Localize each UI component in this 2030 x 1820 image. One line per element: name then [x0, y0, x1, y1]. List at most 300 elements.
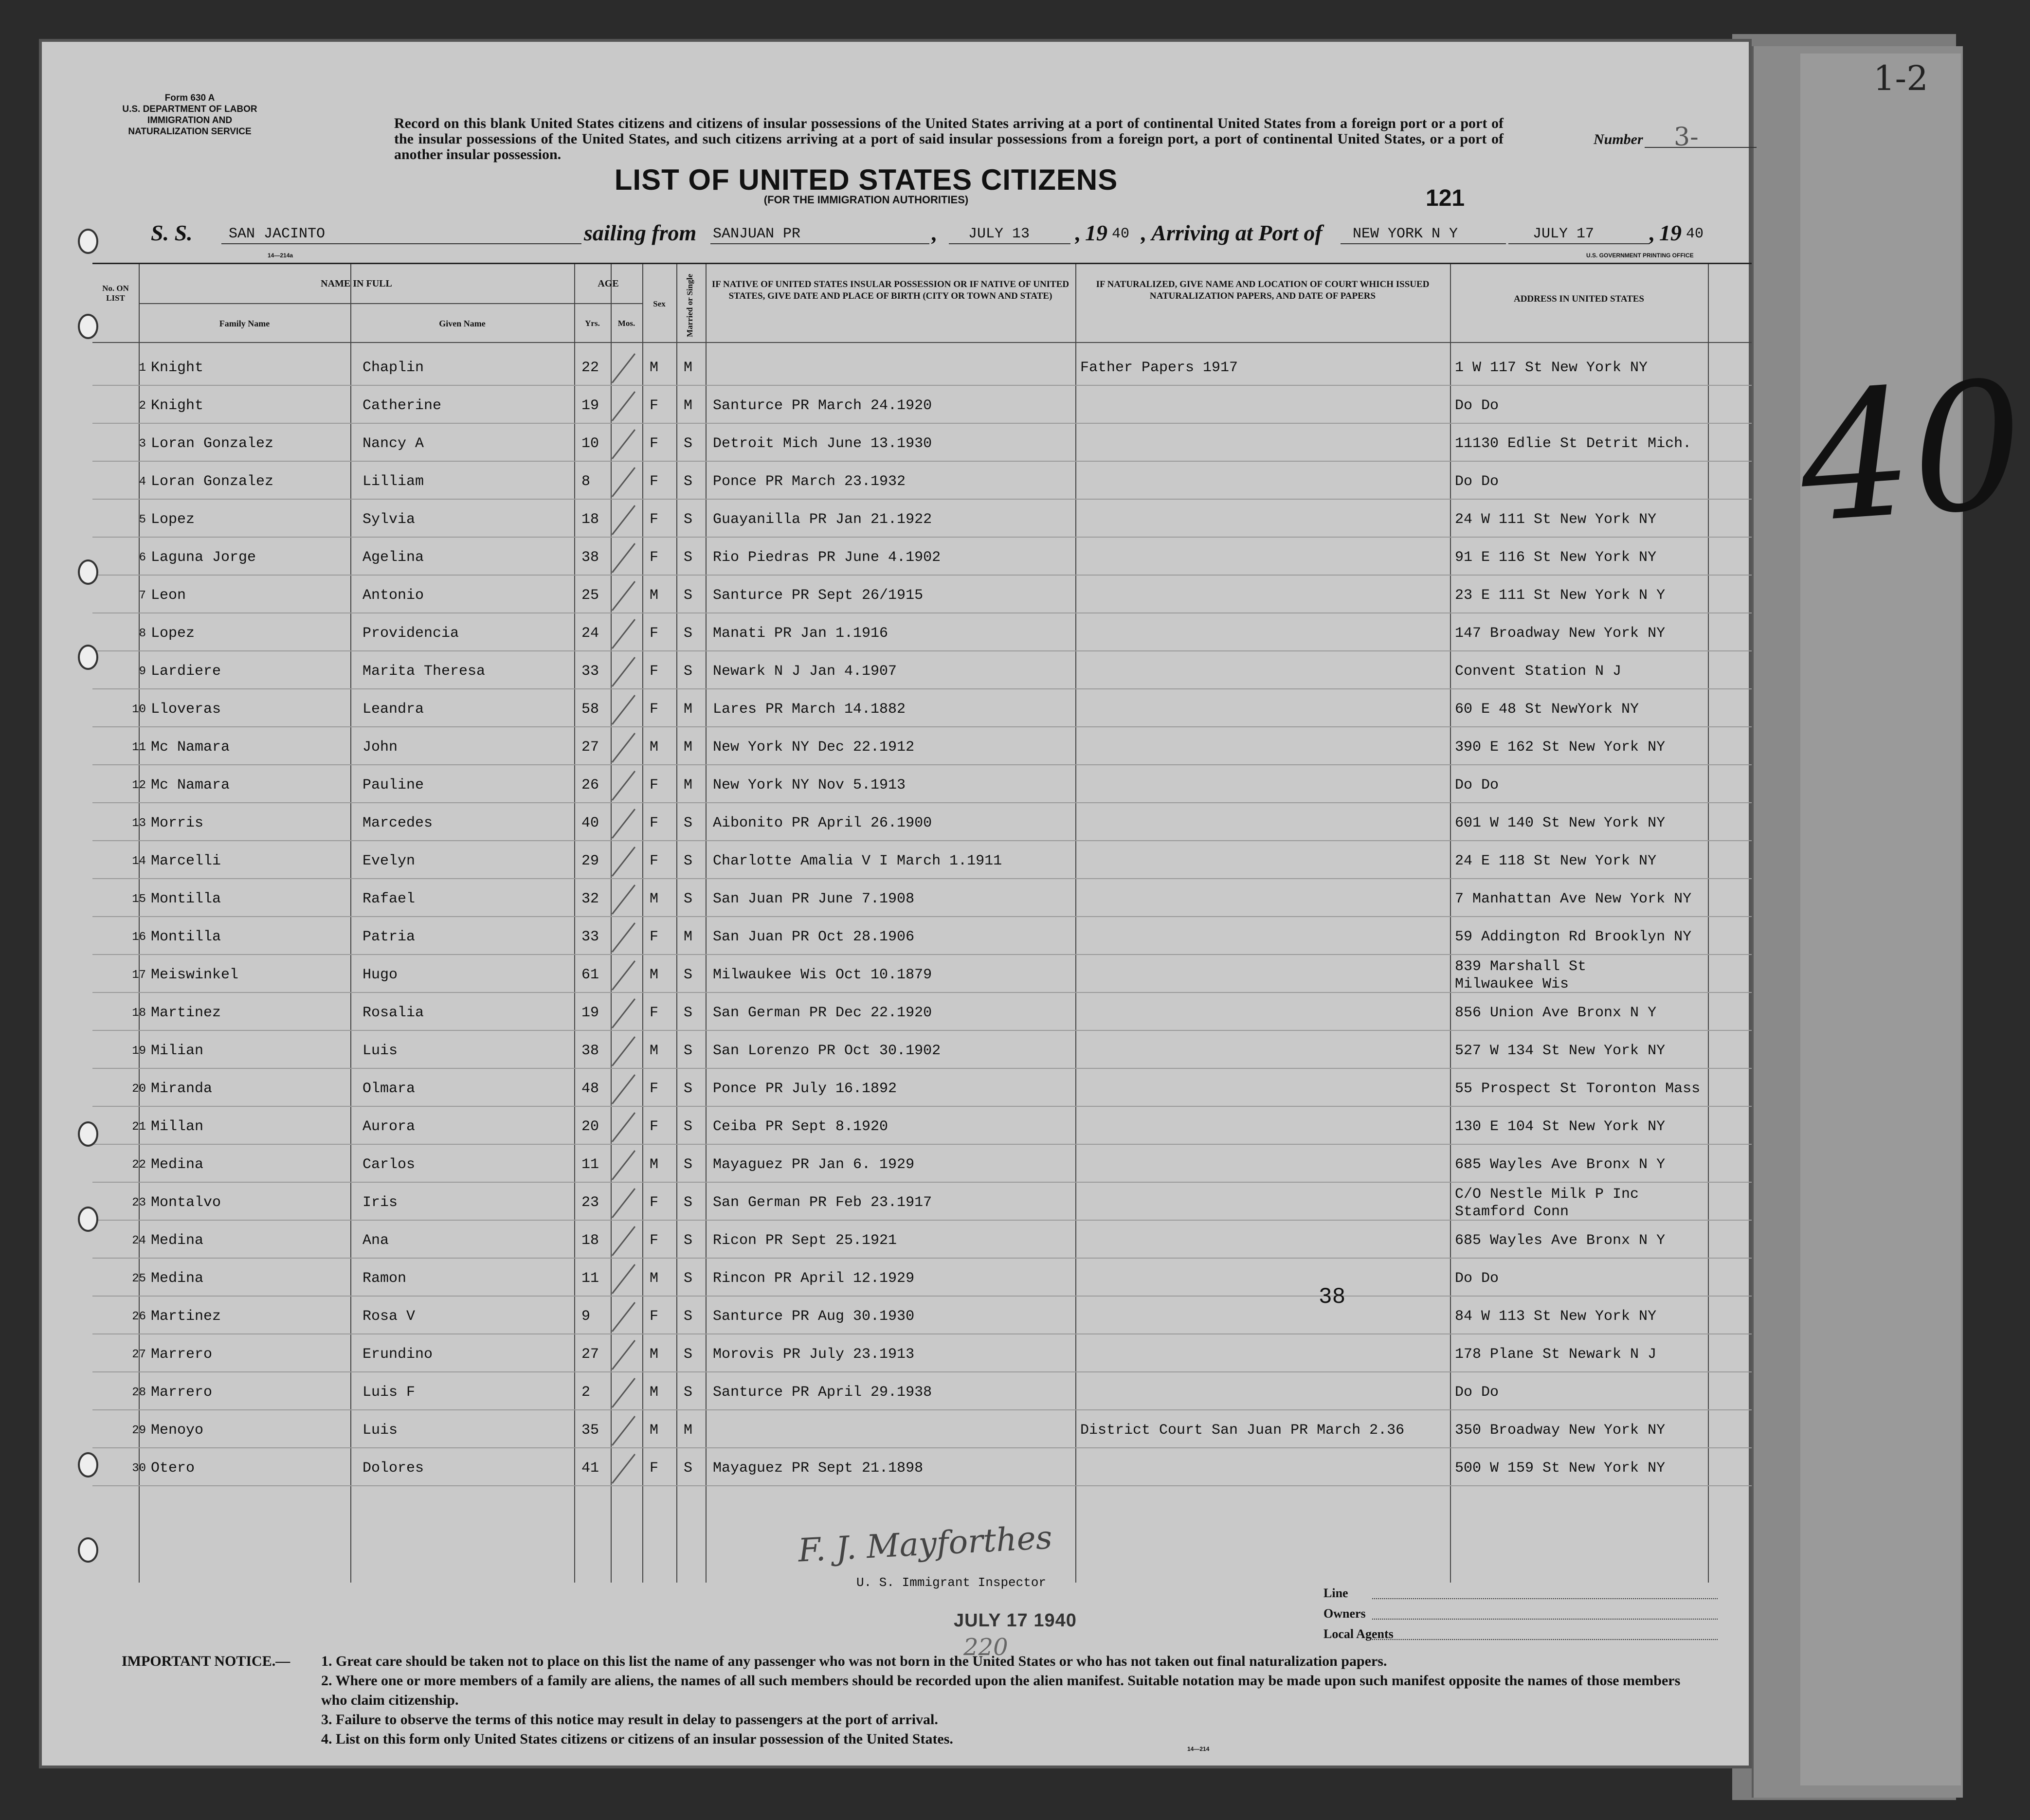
- birth-place-date: Milwaukee Wis Oct 10.1879: [713, 967, 932, 983]
- given-name: Rafael: [362, 891, 416, 907]
- given-name: Hugo: [362, 967, 398, 983]
- age-years: 19: [581, 1005, 599, 1021]
- age-years: 38: [581, 1043, 599, 1059]
- given-name: Luis: [362, 1422, 398, 1439]
- age-years: 22: [581, 360, 599, 376]
- row-number: 7: [139, 589, 146, 602]
- given-name: Ramon: [362, 1270, 407, 1287]
- given-name: Pauline: [362, 777, 424, 793]
- marital-status: S: [684, 1460, 693, 1477]
- family-name: Medina: [151, 1232, 204, 1249]
- birth-place-date: Santurce PR April 29.1938: [713, 1384, 932, 1401]
- marital-status: M: [684, 777, 693, 793]
- birth-place-date: San Lorenzo PR Oct 30.1902: [713, 1043, 941, 1059]
- family-name: Miranda: [151, 1081, 213, 1097]
- check-mark: [612, 922, 635, 953]
- birth-place-date: Morovis PR July 23.1913: [713, 1346, 915, 1363]
- birth-place-date: New York NY Dec 22.1912: [713, 739, 915, 756]
- table-row: [92, 575, 1752, 613]
- sailing-from-label: sailing from: [584, 220, 697, 245]
- us-address: C/O Nestle Milk P Inc Stamford Conn: [1455, 1186, 1639, 1220]
- age-years: 33: [581, 663, 599, 680]
- marital-status: S: [684, 815, 693, 831]
- row-number: 19: [132, 1045, 146, 1058]
- family-name: Lloveras: [151, 701, 221, 718]
- family-name: Knight: [151, 397, 204, 414]
- check-mark: [612, 353, 635, 383]
- us-address: 1 W 117 St New York NY: [1455, 360, 1648, 376]
- table-row: [92, 1220, 1752, 1259]
- row-number: 22: [132, 1158, 146, 1171]
- given-name: Iris: [362, 1194, 398, 1211]
- age-years: 10: [581, 435, 599, 452]
- check-mark: [612, 960, 635, 991]
- age-years: 11: [581, 1156, 599, 1173]
- check-mark: [612, 429, 635, 459]
- table-row: [92, 1182, 1752, 1221]
- header-naturalized: IF NATURALIZED, GIVE NAME AND LOCATION OF COURT WHICH ISSUED NATURALIZATION PAPERS, AND DATE OF PAPERS: [1096, 279, 1430, 301]
- sex: F: [650, 777, 659, 793]
- marital-status: S: [684, 1308, 693, 1325]
- check-mark: [612, 847, 635, 877]
- family-name: Marrero: [151, 1384, 213, 1401]
- us-address: 23 E 111 St New York N Y: [1455, 587, 1666, 604]
- us-address: 601 W 140 St New York NY: [1455, 815, 1666, 831]
- check-mark: [612, 581, 635, 611]
- check-mark: [612, 1264, 635, 1294]
- binder-hole: [78, 559, 98, 585]
- header-sex: Sex: [653, 299, 666, 308]
- birth-place-date: San German PR Dec 22.1920: [713, 1005, 932, 1021]
- sex: F: [650, 435, 659, 452]
- notice-4: 4. List on this form only United States citizens or citizens of an insular possession of the United States.: [321, 1731, 953, 1747]
- check-mark: [612, 1416, 635, 1446]
- family-name: Milian: [151, 1043, 204, 1059]
- owners-label: Owners: [1323, 1606, 1366, 1621]
- row-number: 25: [132, 1272, 146, 1285]
- family-name: Laguna Jorge: [151, 549, 256, 566]
- age-years: 35: [581, 1422, 599, 1439]
- binder-hole: [78, 1207, 98, 1232]
- birth-place-date: Lares PR March 14.1882: [713, 701, 906, 718]
- marital-status: S: [684, 1270, 693, 1287]
- check-mark: [612, 1074, 635, 1104]
- birth-place-date: Guayanilla PR Jan 21.1922: [713, 511, 932, 528]
- given-name: Carlos: [362, 1156, 416, 1173]
- table-row: [92, 613, 1752, 651]
- given-name: Ana: [362, 1232, 389, 1249]
- marital-status: S: [684, 511, 693, 528]
- us-address: 84 W 113 St New York NY: [1455, 1308, 1657, 1325]
- marital-status: S: [684, 587, 693, 604]
- family-name: Otero: [151, 1460, 195, 1477]
- marital-status: S: [684, 1346, 693, 1363]
- check-mark: [612, 1188, 635, 1218]
- table-row: [92, 461, 1752, 500]
- row-number: 6: [139, 551, 146, 564]
- check-mark: [612, 1226, 635, 1256]
- table-row: [92, 688, 1752, 727]
- family-name: Marcelli: [151, 853, 221, 869]
- sex: M: [650, 1156, 659, 1173]
- header-no: No. ON LIST: [102, 284, 129, 303]
- table-row: [92, 802, 1752, 841]
- sex: F: [650, 511, 659, 528]
- binder-hole: [78, 314, 98, 339]
- family-name: Montilla: [151, 891, 221, 907]
- family-name: Medina: [151, 1270, 204, 1287]
- us-address: Do Do: [1455, 777, 1499, 793]
- family-name: Martinez: [151, 1005, 221, 1021]
- age-years: 32: [581, 891, 599, 907]
- row-number: 3: [139, 437, 146, 450]
- us-address: 91 E 116 St New York NY: [1455, 549, 1657, 566]
- check-mark: [612, 1454, 635, 1484]
- sex: F: [650, 815, 659, 831]
- age-years: 26: [581, 777, 599, 793]
- check-mark: [612, 467, 635, 497]
- family-name: Montalvo: [151, 1194, 221, 1211]
- sex: F: [650, 1118, 659, 1135]
- table-row: [92, 537, 1752, 576]
- given-name: Olmara: [362, 1081, 416, 1097]
- row-number: 26: [132, 1310, 146, 1323]
- birth-place-date: Rio Piedras PR June 4.1902: [713, 549, 941, 566]
- us-address: 390 E 162 St New York NY: [1455, 739, 1666, 756]
- sex: F: [650, 549, 659, 566]
- table-row: [92, 1409, 1752, 1448]
- check-mark: [612, 505, 635, 535]
- sex: M: [650, 739, 659, 756]
- arrival-port: NEW YORK N Y: [1353, 226, 1458, 242]
- margin-note: 38: [1319, 1284, 1346, 1310]
- birth-place-date: Newark N J Jan 4.1907: [713, 663, 897, 680]
- given-name: Nancy A: [362, 435, 424, 452]
- us-address: Convent Station N J: [1455, 663, 1622, 680]
- us-address: 24 E 118 St New York NY: [1455, 853, 1657, 869]
- marital-status: S: [684, 1232, 693, 1249]
- us-address: 59 Addington Rd Brooklyn NY: [1455, 929, 1692, 945]
- birth-place-date: Manati PR Jan 1.1916: [713, 625, 888, 642]
- check-mark: [612, 809, 635, 839]
- given-name: Catherine: [362, 397, 442, 414]
- given-name: Dolores: [362, 1460, 424, 1477]
- check-mark: [612, 1340, 635, 1370]
- given-name: Patria: [362, 929, 416, 945]
- row-number: 28: [132, 1386, 146, 1399]
- birth-place-date: Mayaguez PR Sept 21.1898: [713, 1460, 924, 1477]
- age-years: 24: [581, 625, 599, 642]
- sex: M: [650, 891, 659, 907]
- table-row: [92, 347, 1752, 386]
- year-prefix: 19: [1659, 220, 1682, 245]
- check-mark: [612, 998, 635, 1028]
- age-years: 19: [581, 397, 599, 414]
- header-married: Married or Single: [685, 274, 694, 337]
- table-row: [92, 1068, 1752, 1107]
- us-address: 24 W 111 St New York NY: [1455, 511, 1657, 528]
- given-name: Providencia: [362, 625, 459, 642]
- us-address: 7 Manhattan Ave New York NY: [1455, 891, 1692, 907]
- given-name: Luis F: [362, 1384, 416, 1401]
- header-age: AGE: [598, 278, 619, 289]
- given-name: Rosa V: [362, 1308, 416, 1325]
- service-line1: IMMIGRATION AND: [147, 115, 233, 126]
- number-value: 3-: [1674, 123, 1699, 152]
- age-years: 23: [581, 1194, 599, 1211]
- number-label: Number: [1594, 131, 1643, 147]
- binder-hole: [78, 1121, 98, 1147]
- age-years: 11: [581, 1270, 599, 1287]
- table-row: [92, 840, 1752, 879]
- marital-status: S: [684, 891, 693, 907]
- row-number: 1: [139, 361, 146, 375]
- row-number: 21: [132, 1120, 146, 1134]
- table-row: [92, 1333, 1752, 1372]
- age-years: 29: [581, 853, 599, 869]
- age-years: 38: [581, 549, 599, 566]
- us-address: Do Do: [1455, 473, 1499, 490]
- given-name: Leandra: [362, 701, 424, 718]
- inspector-signature: F. J. Mayforthes: [797, 1518, 1053, 1569]
- birth-place-date: Mayaguez PR Jan 6. 1929: [713, 1156, 915, 1173]
- depart-year: 40: [1112, 226, 1130, 242]
- marital-status: S: [684, 1156, 693, 1173]
- age-years: 61: [581, 967, 599, 983]
- given-name: Marita Theresa: [362, 663, 486, 680]
- sex: F: [650, 853, 659, 869]
- sex: F: [650, 1194, 659, 1211]
- check-mark: [612, 619, 635, 649]
- marital-status: S: [684, 1043, 693, 1059]
- family-name: Lopez: [151, 511, 195, 528]
- marital-status: S: [684, 853, 693, 869]
- birth-place-date: Santurce PR Aug 30.1930: [713, 1308, 915, 1325]
- sex: F: [650, 663, 659, 680]
- family-name: Leon: [151, 587, 186, 604]
- row-number: 14: [132, 855, 146, 868]
- passenger-table: [92, 263, 1752, 1583]
- age-years: 9: [581, 1308, 591, 1325]
- age-years: 41: [581, 1460, 599, 1477]
- header-name-in-full: NAME IN FULL: [321, 278, 392, 289]
- row-number: 16: [132, 931, 146, 944]
- birth-place-date: San Juan PR Oct 28.1906: [713, 929, 915, 945]
- age-years: 8: [581, 473, 591, 490]
- printing-office: U.S. GOVERNMENT PRINTING OFFICE: [1586, 252, 1694, 259]
- naturalization: Father Papers 1917: [1080, 360, 1238, 376]
- check-mark: [612, 1036, 635, 1066]
- us-address: 856 Union Ave Bronx N Y: [1455, 1005, 1657, 1021]
- notice-title: IMPORTANT NOTICE.—: [122, 1653, 290, 1669]
- sex: F: [650, 1081, 659, 1097]
- us-address: 55 Prospect St Toronton Mass: [1455, 1081, 1701, 1097]
- arrive-date: JULY 17: [1533, 226, 1595, 242]
- sex: F: [650, 625, 659, 642]
- family-name: Medina: [151, 1156, 204, 1173]
- page-title: LIST OF UNITED STATES CITIZENS: [614, 163, 1118, 196]
- year-prefix: 19: [1085, 220, 1107, 245]
- given-name: Rosalia: [362, 1005, 424, 1021]
- sex: F: [650, 1005, 659, 1021]
- form-code: 14—214a: [268, 252, 293, 259]
- table-row: [92, 954, 1752, 993]
- row-number: 4: [139, 475, 146, 488]
- sex: M: [650, 1346, 659, 1363]
- check-mark: [612, 884, 635, 915]
- marital-status: M: [684, 929, 693, 945]
- age-years: 20: [581, 1118, 599, 1135]
- birth-place-date: Charlotte Amalia V I March 1.1911: [713, 853, 1002, 869]
- marital-status: S: [684, 1384, 693, 1401]
- us-address: Do Do: [1455, 397, 1499, 414]
- ss-label: S. S.: [151, 220, 193, 245]
- marital-status: S: [684, 1081, 693, 1097]
- sex: F: [650, 473, 659, 490]
- age-years: 58: [581, 701, 599, 718]
- family-name: Morris: [151, 815, 204, 831]
- birth-place-date: Ponce PR March 23.1932: [713, 473, 906, 490]
- row-number: 27: [132, 1348, 146, 1361]
- birth-place-date: Ceiba PR Sept 8.1920: [713, 1118, 888, 1135]
- table-row: [92, 385, 1752, 424]
- row-number: 24: [132, 1234, 146, 1247]
- table-row: [92, 1258, 1752, 1297]
- age-years: 2: [581, 1384, 591, 1401]
- us-address: 527 W 134 St New York NY: [1455, 1043, 1666, 1059]
- marital-status: M: [684, 739, 693, 756]
- pencil-mark: 220: [963, 1634, 1008, 1661]
- check-mark: [612, 1302, 635, 1332]
- table-row: [92, 1447, 1752, 1486]
- naturalization: District Court San Juan PR March 2.36: [1080, 1422, 1405, 1439]
- check-mark: [612, 543, 635, 573]
- us-address: 839 Marshall St Milwaukee Wis: [1455, 958, 1587, 992]
- us-address: 147 Broadway New York NY: [1455, 625, 1666, 642]
- given-name: Marcedes: [362, 815, 433, 831]
- inspector-label: U. S. Immigrant Inspector: [856, 1575, 1047, 1590]
- arrive-year: 40: [1686, 226, 1704, 242]
- backing-sheet: [1800, 54, 1961, 1785]
- service-line2: NATURALIZATION SERVICE: [128, 126, 252, 137]
- sex: M: [650, 1043, 659, 1059]
- marital-status: S: [684, 967, 693, 983]
- row-number: 15: [132, 893, 146, 906]
- line-label: Line: [1323, 1586, 1348, 1600]
- header-yrs: Yrs.: [585, 319, 600, 328]
- sex: M: [650, 967, 659, 983]
- marital-status: S: [684, 625, 693, 642]
- birth-place-date: Ponce PR July 16.1892: [713, 1081, 897, 1097]
- form-number: Form 630 A: [164, 93, 215, 103]
- marital-status: M: [684, 701, 693, 718]
- given-name: Agelina: [362, 549, 424, 566]
- birth-place-date: Ricon PR Sept 25.1921: [713, 1232, 897, 1249]
- us-address: 11130 Edlie St Detrit Mich.: [1455, 435, 1692, 452]
- family-name: Loran Gonzalez: [151, 435, 274, 452]
- given-name: Evelyn: [362, 853, 416, 869]
- table-row: [92, 916, 1752, 955]
- header-birth: IF NATIVE OF UNITED STATES INSULAR POSSESSION OR IF NATIVE OF UNITED STATES, GIVE DATE AND PLACE OF BIRTH (CITY OR TOWN AND STATE): [711, 279, 1069, 301]
- given-name: Lilliam: [362, 473, 424, 490]
- birth-place-date: Detroit Mich June 13.1930: [713, 435, 932, 452]
- binder-hole: [78, 229, 98, 254]
- family-name: Montilla: [151, 929, 221, 945]
- family-name: Martinez: [151, 1308, 221, 1325]
- check-mark: [612, 657, 635, 687]
- check-mark: [612, 1112, 635, 1142]
- sex: F: [650, 1232, 659, 1249]
- page-number: 121: [1426, 185, 1465, 211]
- table-row: [92, 1030, 1752, 1069]
- date-stamp: JULY 17 1940: [954, 1610, 1077, 1631]
- marital-status: M: [684, 397, 693, 414]
- sex: F: [650, 701, 659, 718]
- marital-status: M: [684, 1422, 693, 1439]
- page-subtitle: (FOR THE IMMIGRATION AUTHORITIES): [763, 194, 969, 206]
- row-number: 12: [132, 779, 146, 792]
- header-address: ADDRESS IN UNITED STATES: [1513, 294, 1644, 304]
- row-number: 20: [132, 1082, 146, 1096]
- form-id: [92, 92, 287, 137]
- check-mark: [612, 733, 635, 763]
- ship-name: SAN JACINTO: [229, 226, 326, 242]
- pencil-note: 1-2: [1873, 58, 1928, 98]
- table-row: [92, 650, 1752, 689]
- table-row: [92, 1106, 1752, 1145]
- table-row: [92, 764, 1752, 803]
- row-number: 13: [132, 817, 146, 830]
- given-name: Erundino: [362, 1346, 433, 1363]
- birth-place-date: Aibonito PR April 26.1900: [713, 815, 932, 831]
- marital-status: S: [684, 1194, 693, 1211]
- us-address: 60 E 48 St NewYork NY: [1455, 701, 1639, 718]
- row-number: 18: [132, 1007, 146, 1020]
- given-name: Chaplin: [362, 360, 424, 376]
- us-address: 130 E 104 St New York NY: [1455, 1118, 1666, 1135]
- sex: F: [650, 1308, 659, 1325]
- birth-place-date: Santurce PR March 24.1920: [713, 397, 932, 414]
- age-years: 33: [581, 929, 599, 945]
- sex: F: [650, 1460, 659, 1477]
- row-number: 5: [139, 513, 146, 526]
- family-name: Mc Namara: [151, 739, 230, 756]
- marital-status: S: [684, 549, 693, 566]
- row-number: 17: [132, 969, 146, 982]
- notice-2: 2. Where one or more members of a family are aliens, the names of all such members should be recorded upon the alien manifest. Suitable notation may be made upon such manifest opposite the names of those members who claim citizenship.: [321, 1673, 1681, 1708]
- age-years: 25: [581, 587, 599, 604]
- depart-date: JULY 13: [968, 226, 1030, 242]
- us-address: 685 Wayles Ave Bronx N Y: [1455, 1232, 1666, 1249]
- age-years: 27: [581, 739, 599, 756]
- sex: M: [650, 1422, 659, 1439]
- marital-status: S: [684, 435, 693, 452]
- notice-3: 3. Failure to observe the terms of this notice may result in delay to passengers at the port of arrival.: [321, 1712, 938, 1728]
- record-instructions: Record on this blank United States citizens and citizens of insular possessions of the United States arriving at a port of continental United States from a foreign port or a port of the insular possessions of the United States, and such citizens arriving at a port of said insular possessions from a foreign port, a port of continental United States, or a port of another insular possession.: [394, 115, 1504, 162]
- header-mos: Mos.: [617, 319, 635, 328]
- binder-hole: [78, 1452, 98, 1478]
- row-number: 11: [132, 741, 146, 754]
- handwritten-count: 40: [1793, 342, 2030, 562]
- age-years: 18: [581, 511, 599, 528]
- age-years: 18: [581, 1232, 599, 1249]
- department: U.S. DEPARTMENT OF LABOR: [122, 104, 257, 114]
- table-row: [92, 878, 1752, 917]
- table-row: [92, 423, 1752, 462]
- sex: M: [650, 1270, 659, 1287]
- binder-hole: [78, 1537, 98, 1563]
- us-address: 500 W 159 St New York NY: [1455, 1460, 1666, 1477]
